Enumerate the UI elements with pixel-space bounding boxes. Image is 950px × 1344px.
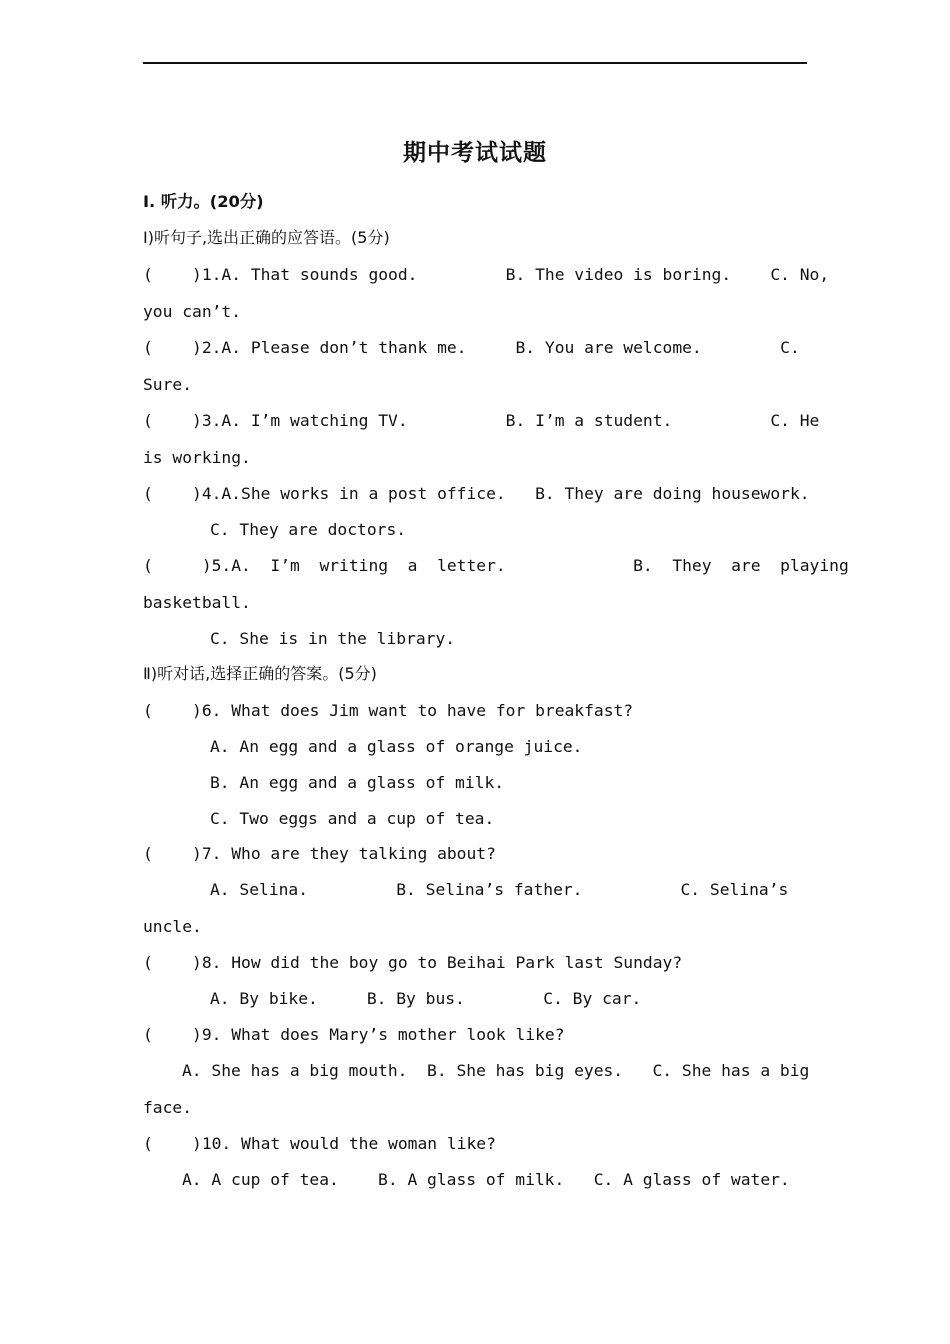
question-3-continued: is working. [143, 448, 251, 467]
question-6-option-a: A. An egg and a glass of orange juice. [210, 737, 583, 756]
question-1-continued: you can’t. [143, 302, 242, 321]
question-8: ( )8. How did the boy go to Beihai Park last Sunday? [143, 953, 683, 972]
question-8-options: A. By bike. B. By bus. C. By car. [210, 989, 642, 1008]
question-4: ( )4.A.She works in a post office. B. They are doing housework. [143, 484, 810, 503]
question-5-continued: basketball. [143, 593, 251, 612]
question-7: ( )7. Who are they talking about? [143, 844, 496, 863]
question-9-options: A. She has a big mouth. B. She has big eyes. C. She has a big [182, 1061, 810, 1080]
page-title: 期中考试试题 [403, 139, 547, 166]
question-7-options: A. Selina. B. Selina’s father. C. Selina’s [210, 880, 789, 899]
question-6-option-b: B. An egg and a glass of milk. [210, 773, 505, 792]
question-10: ( )10. What would the woman like? [143, 1134, 496, 1153]
question-5-option-c: C. She is in the library. [210, 629, 456, 648]
question-1: ( )1.A. That sounds good. B. The video is boring. C. No, [143, 265, 830, 284]
question-9: ( )9. What does Mary’s mother look like? [143, 1025, 565, 1044]
question-4-option-c: C. They are doctors. [210, 520, 407, 539]
question-5: ( )5.A. I’m writing a letter. B. They are playing [143, 556, 849, 575]
question-10-options: A. A cup of tea. B. A glass of milk. C. A glass of water. [182, 1170, 790, 1189]
question-6: ( )6. What does Jim want to have for breakfast? [143, 701, 634, 720]
question-6-option-c: C. Two eggs and a cup of tea. [210, 809, 495, 828]
question-2: ( )2.A. Please don’t thank me. B. You are welcome. C. [143, 338, 800, 357]
part-heading-1: Ⅰ)听句子,选出正确的应答语。(5分) [143, 228, 390, 247]
part-heading-2: Ⅱ)听对话,选择正确的答案。(5分) [143, 664, 377, 683]
question-3: ( )3.A. I’m watching TV. B. I’m a student. C. He [143, 411, 820, 430]
question-7-continued: uncle. [143, 917, 202, 936]
question-9-continued: face. [143, 1098, 193, 1117]
question-2-continued: Sure. [143, 375, 193, 394]
section-heading-listening: Ⅰ. 听力。(20分) [143, 192, 264, 211]
header-rule [143, 62, 807, 64]
